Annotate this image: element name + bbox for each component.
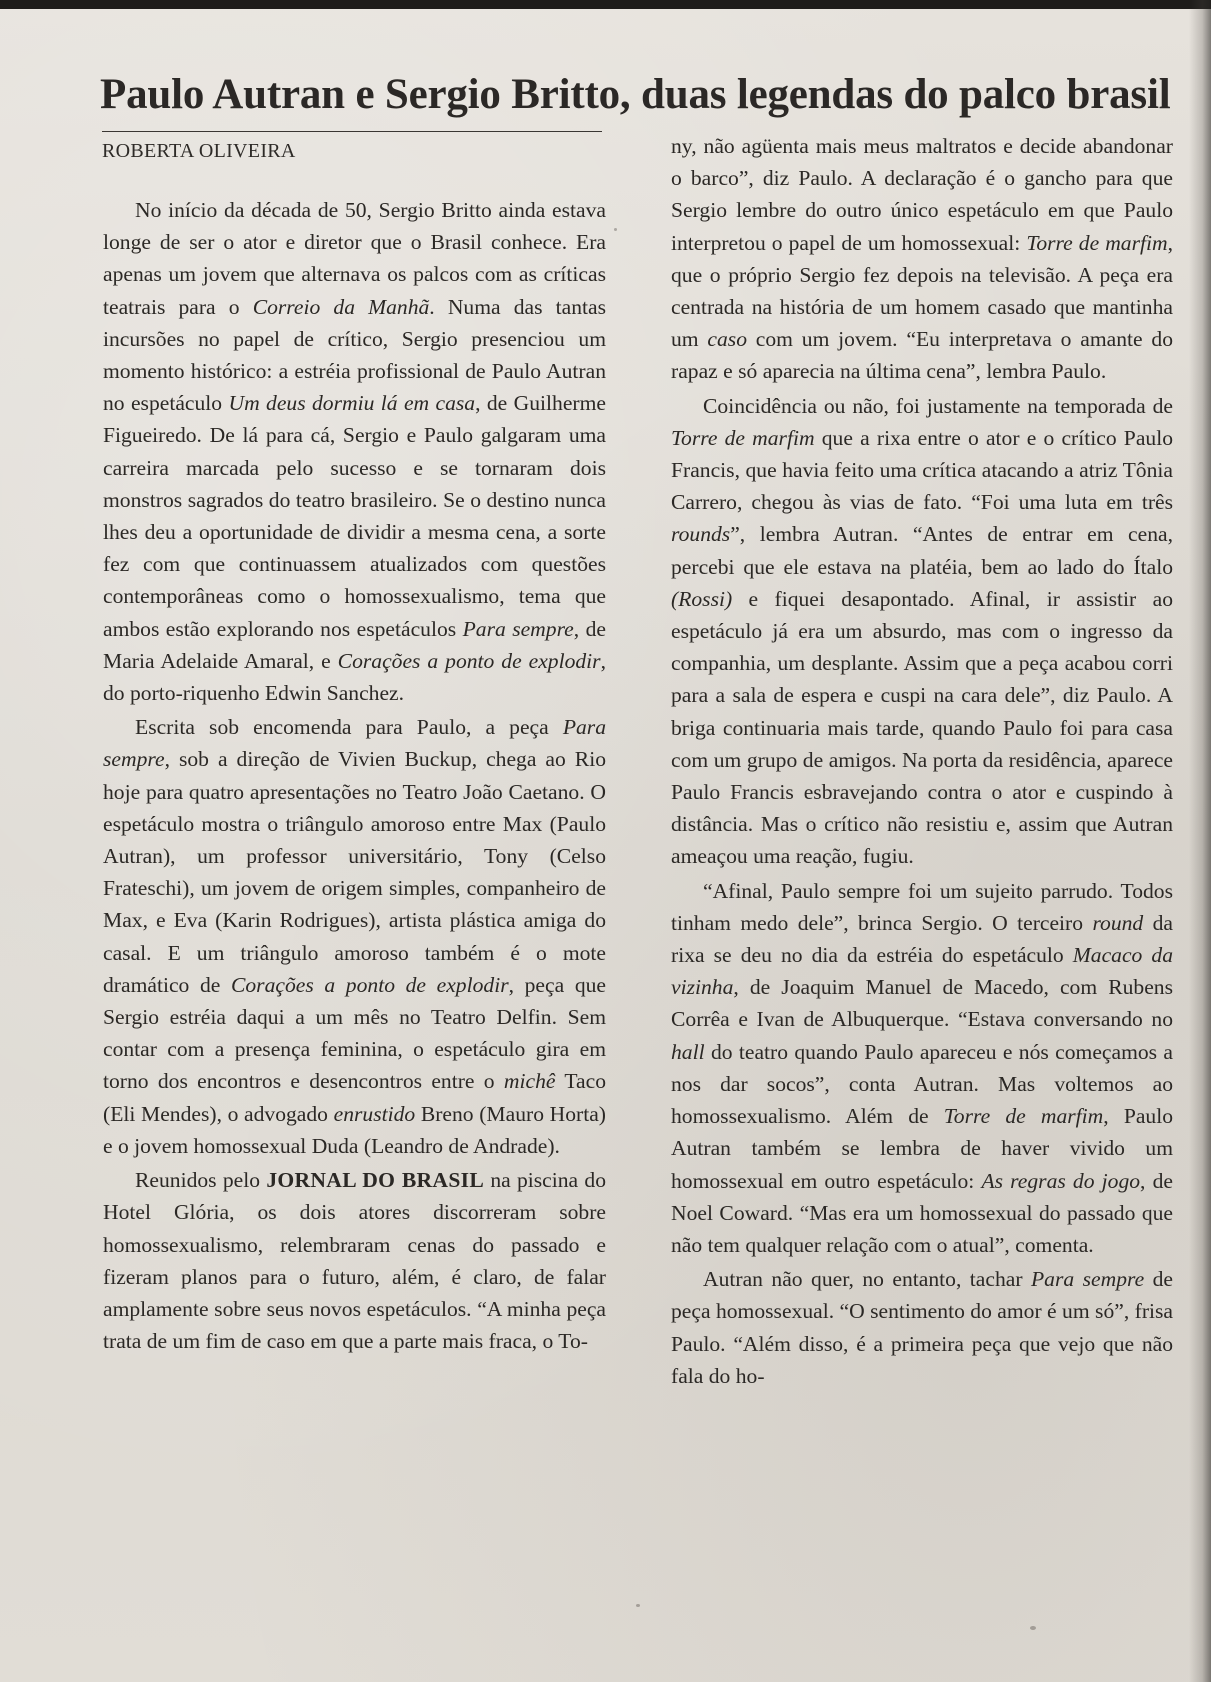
text-run: “Afinal, Paulo sempre foi um sujeito parrudo. Todos tinham medo dele”, brinca Sergio. O terceiro bbox=[671, 878, 1173, 935]
italic-text: As regras do jogo bbox=[981, 1168, 1141, 1193]
italic-text: Para sempre bbox=[1030, 1267, 1145, 1292]
text-run: , de Maria Adelaide Amaral, e bbox=[103, 616, 606, 673]
paper-speck bbox=[636, 1604, 640, 1607]
text-run: , peça que Sergio estréia daqui a um mês no Teatro Delfin. Sem contar com a presença feminina, o espetáculo gira em torno dos encontros e desencontros entre o bbox=[103, 972, 606, 1094]
text-run: , do porto-riquenho Edwin Sanchez. bbox=[103, 648, 606, 706]
paper-speck bbox=[1030, 1626, 1036, 1630]
text-run: , de Noel Coward. “Mas era um homossexual do passado que não tem qualquer relação com o atual”, comenta. bbox=[671, 1168, 1173, 1257]
text-run: , que o próprio Sergio fez depois na televisão. A peça era centrada na história de um homem casado que mantinha um bbox=[671, 230, 1173, 352]
italic-text: Corações a ponto de explodir bbox=[337, 648, 601, 673]
article-column-right bbox=[671, 130, 1173, 1392]
text-run: , sob a direção de Vivien Buckup, chega ao Rio hoje para quatro apresentações no Teatro João Caetano. O espetáculo mostra o triângulo amoroso entre Max (Paulo Autran), um professor universitário, Tony (Celso Frateschi), um jovem de origem simples, companheiro de Max, e Eva (Karin Rodrigues), artista plástica amiga do casal. E um triângulo amoroso também é o mote dramático de bbox=[103, 747, 606, 997]
text-run: na piscina do Hotel Glória, os dois atores discorreram sobre homossexualismo, relembraram cenas do passado e fizeram planos para o futuro, além, é claro, de falar amplamente sobre seus novos espetáculos. “A minha peça trata de um fim de caso em que a parte mais fraca, o To- bbox=[103, 1168, 607, 1354]
italic-text: Torre de marfim bbox=[671, 425, 815, 450]
headline: Paulo Autran e Sergio Britto, duas legendas do palco brasil bbox=[100, 70, 1171, 118]
italic-text: enrustido bbox=[333, 1101, 416, 1126]
italic-text: Para sempre bbox=[103, 715, 606, 772]
italic-text: Torre de marfim bbox=[1026, 230, 1168, 255]
italic-text: hall bbox=[671, 1039, 705, 1064]
text-run: ”, lembra Autran. “Antes de entrar em cena, percebi que ele estava na platéia, bem ao lado do Ítalo bbox=[671, 522, 1173, 579]
text-run: que a rixa entre o ator e o crítico Paulo Francis, que havia feito uma crítica atacando a atriz Tônia Carrero, chegou às vias de fato. “Foi uma luta em três bbox=[671, 425, 1173, 515]
text-run: , de Guilherme Figueiredo. De lá para cá, Sergio e Paulo galgaram uma carreira marcada pelo sucesso e se tornaram dois monstros sagrados do teatro brasileiro. Se o destino nunca lhes deu a oportunidade de dividir a mesma cena, a sorte fez com que continuassem atualizados com questões contemporâneas como o homossexualismo, tema que ambos estão explorando nos espetáculos bbox=[103, 391, 606, 641]
article-paragraph bbox=[103, 194, 606, 709]
text-run: Autran não quer, no entanto, tachar bbox=[703, 1267, 1031, 1292]
text-run: de peça homossexual. “O sentimento do amor é um só”, frisa Paulo. “Além disso, é a primeira peça que vejo que não fala do ho- bbox=[671, 1267, 1174, 1388]
byline-rule bbox=[102, 131, 602, 132]
article-paragraph bbox=[671, 875, 1173, 1261]
article-paragraph bbox=[671, 130, 1173, 388]
text-run: ny, não agüenta mais meus maltratos e decide abandonar o barco”, diz Paulo. A declaração é o gancho para que Sergio lembre do outro único espetáculo em que Paulo interpretou o papel de um homossexual: bbox=[671, 134, 1173, 255]
italic-text: Macaco da vizinha bbox=[671, 943, 1174, 1000]
text-run: da rixa se deu no dia da estréia do espetáculo bbox=[671, 910, 1173, 968]
italic-text: Torre de marfim bbox=[943, 1104, 1104, 1129]
italic-text: rounds bbox=[671, 522, 731, 547]
italic-text: michê bbox=[503, 1069, 556, 1094]
article-paragraph bbox=[671, 390, 1173, 873]
scan-right-shadow bbox=[1189, 0, 1211, 1682]
italic-text: (Rossi) bbox=[671, 586, 733, 611]
italic-text: Corações a ponto de explodir bbox=[230, 972, 509, 997]
text-run: e fiquei desapontado. Afinal, ir assistir ao espetáculo já era um absurdo, mas com o ingresso da companhia, um desplante. Assim que a peça acabou corri para a sala de espera e cuspi na cara dele”, diz Paulo. A briga continuaria mais tarde, quando Paulo foi para casa com um grupo de amigos. Na porta da residência, aparece Paulo Francis esbravejando contra o ator e cuspindo à distância. Mas o crítico não resistiu e, assim que Autran ameaçou uma reação, fugiu. bbox=[671, 586, 1173, 869]
text-run: No início da década de 50, Sergio Britto ainda estava longe de ser o ator e diretor que o Brasil conhece. Era apenas um jovem que alternava os palcos com as críticas teatrais para o bbox=[103, 198, 606, 319]
paper-speck bbox=[614, 228, 617, 231]
article-paragraph bbox=[103, 711, 606, 1162]
text-run: do teatro quando Paulo apareceu e nós começamos a nos dar socos”, conta Autran. Mas voltemos ao homossexualismo. Além de bbox=[671, 1039, 1173, 1129]
italic-text: Para sempre bbox=[462, 616, 574, 641]
italic-text: round bbox=[1092, 910, 1144, 935]
text-run: Taco (Eli Mendes), o advogado bbox=[103, 1069, 607, 1126]
text-run: , Paulo Autran também se lembra de haver vivido um homossexual em outro espetáculo: bbox=[671, 1104, 1174, 1193]
italic-text: Correio da Manhã bbox=[252, 294, 430, 319]
text-run: Escrita sob encomenda para Paulo, a peça bbox=[135, 715, 563, 740]
article-column-left bbox=[103, 194, 606, 1357]
italic-text: Um deus dormiu lá em casa bbox=[228, 391, 476, 416]
article-paragraph bbox=[671, 1263, 1173, 1392]
text-run: Coincidência ou não, foi justamente na temporada de bbox=[703, 393, 1173, 418]
article-paragraph bbox=[103, 1164, 606, 1357]
text-run: com um jovem. “Eu interpretava o amante do rapaz e só aparecia na última cena”, lembra Paulo. bbox=[671, 327, 1173, 384]
text-run: Reunidos pelo bbox=[135, 1168, 267, 1193]
scan-top-border bbox=[0, 0, 1211, 9]
text-run: , de Joaquim Manuel de Macedo, com Rubens Corrêa e Ivan de Albuquerque. “Estava conversando no bbox=[671, 975, 1173, 1032]
bold-text: JORNAL DO BRASIL bbox=[266, 1168, 485, 1193]
italic-text: caso bbox=[707, 327, 747, 352]
text-run: . Numa das tantas incursões no papel de crítico, Sergio presenciou um momento histórico: a estréia profissional de Paulo Autran no espetáculo bbox=[103, 294, 606, 416]
text-run: Breno (Mauro Horta) e o jovem homossexual Duda (Leandro de Andrade). bbox=[103, 1101, 606, 1158]
byline: ROBERTA OLIVEIRA bbox=[102, 140, 296, 162]
